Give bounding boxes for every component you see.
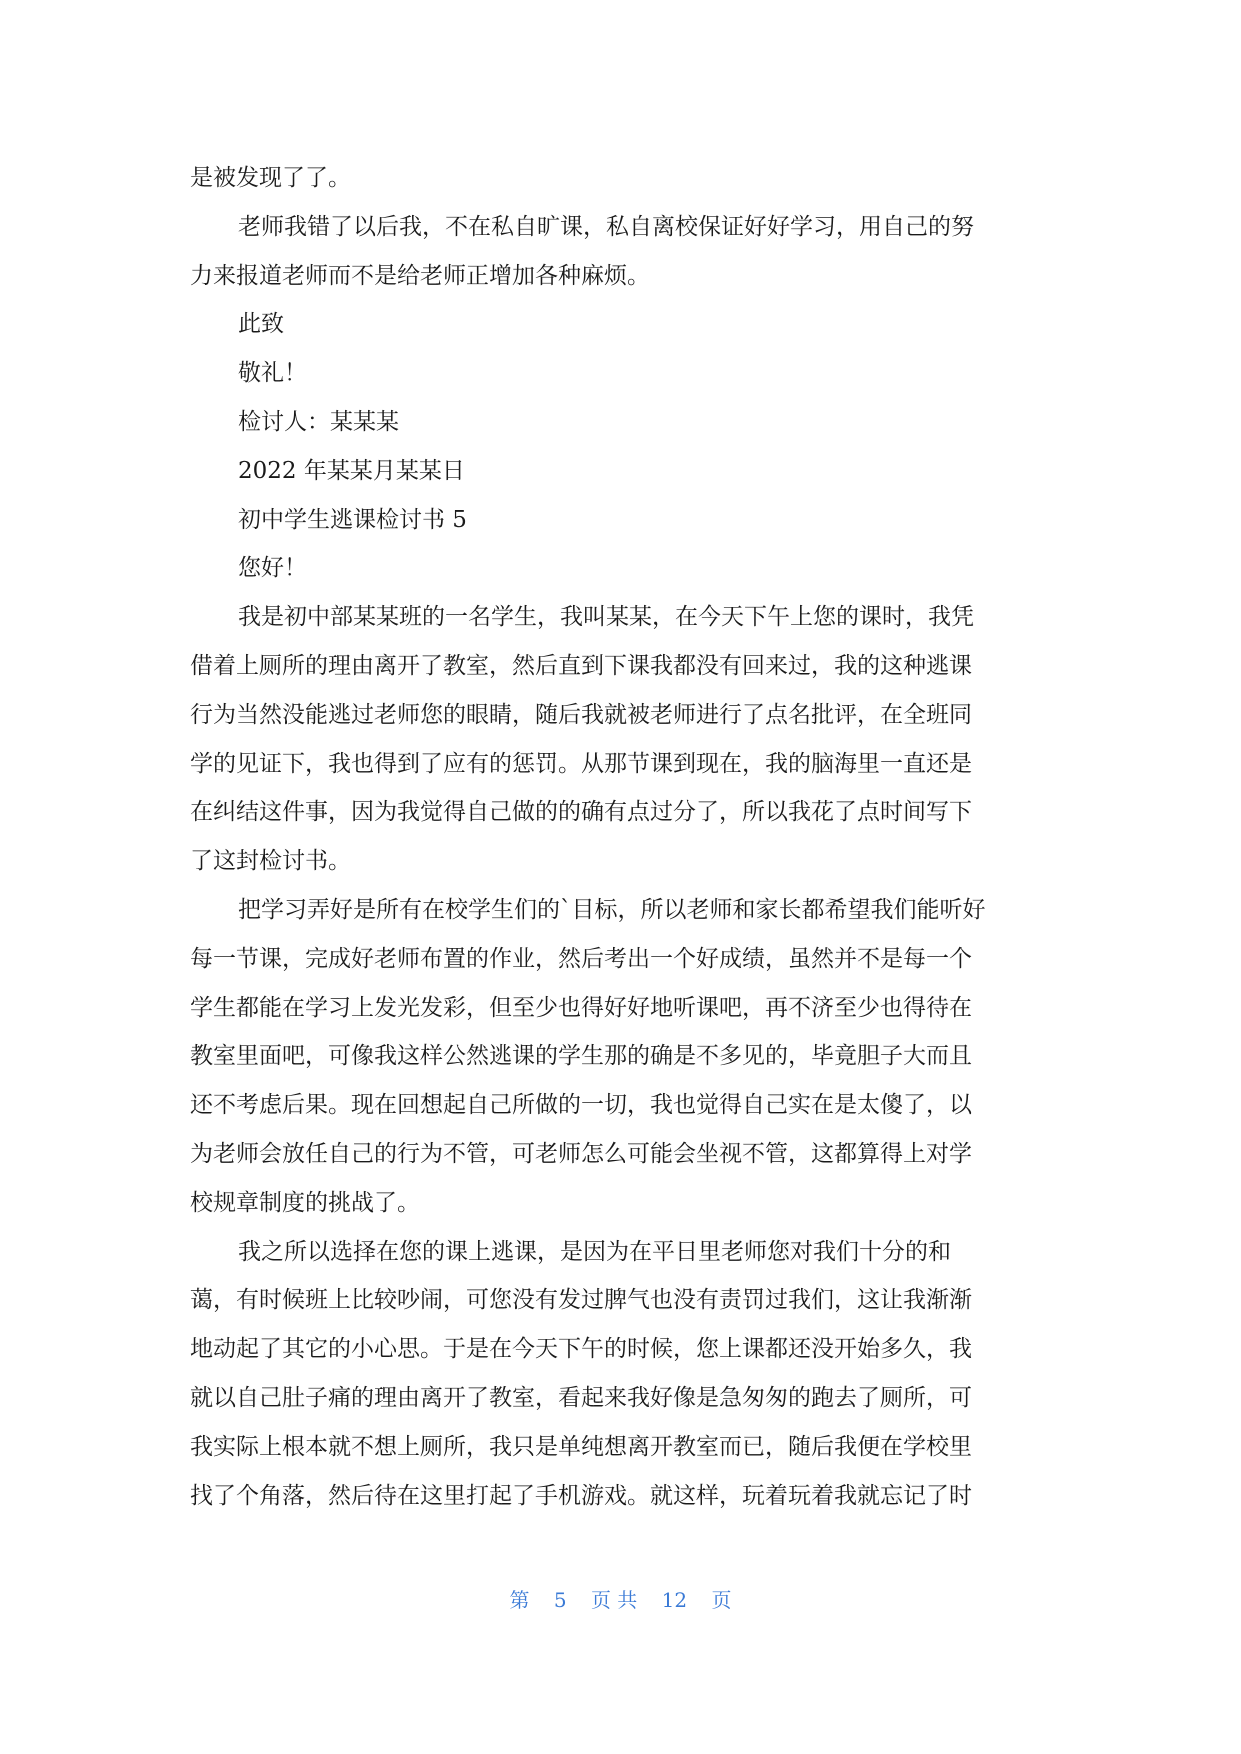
text-line: 老师我错了以后我，不在私自旷课，私自离校保证好好学习，用自己的努 xyxy=(238,213,974,240)
footer-total-pages: 12 xyxy=(661,1588,688,1612)
text-line: 了这封检讨书。 xyxy=(190,848,351,875)
footer-prefix: 第 xyxy=(509,1588,530,1612)
text-line: 学的见证下，我也得到了应有的惩罚。从那节课到现在，我的脑海里一直还是 xyxy=(190,750,972,777)
date-line: 2022 年某某月某某日 xyxy=(238,457,465,484)
text-line: 地动起了其它的小心思。于是在今天下午的时候，您上课都还没开始多久，我 xyxy=(190,1336,972,1363)
section-title: 初中学生逃课检讨书 5 xyxy=(238,506,467,533)
footer-suffix: 页 xyxy=(711,1588,732,1612)
closing-salutation: 此致 xyxy=(238,311,284,338)
page-footer xyxy=(0,1584,1241,1613)
document-body xyxy=(190,154,1050,1520)
text-line: 校规章制度的挑战了。 xyxy=(190,1189,420,1216)
text-line: 把学习弄好是所有在校学生们的`目标，所以老师和家长都希望我们能听好 xyxy=(238,896,986,923)
text-line: 我是初中部某某班的一名学生，我叫某某，在今天下午上您的课时，我凭 xyxy=(238,604,974,631)
text-line: 为老师会放任自己的行为不管，可老师怎么可能会坐视不管，这都算得上对学 xyxy=(190,1140,972,1167)
greeting: 您好！ xyxy=(238,555,307,582)
footer-current-page: 5 xyxy=(553,1588,567,1612)
text-line: 就以自己肚子痛的理由离开了教室，看起来我好像是急匆匆的跑去了厕所，可 xyxy=(190,1384,972,1411)
footer-middle: 页 共 xyxy=(590,1588,638,1612)
text-line: 行为当然没能逃过老师您的眼睛，随后我就被老师进行了点名批评，在全班同 xyxy=(190,701,972,728)
text-line: 教室里面吧，可像我这样公然逃课的学生那的确是不多见的，毕竟胆子大而且 xyxy=(190,1043,972,1070)
text-line: 每一节课，完成好老师布置的作业，然后考出一个好成绩，虽然并不是每一个 xyxy=(190,945,972,972)
text-line: 在纠结这件事，因为我觉得自己做的的确有点过分了，所以我花了点时间写下 xyxy=(190,799,972,826)
text-line: 我之所以选择在您的课上逃课，是因为在平日里老师您对我们十分的和 xyxy=(238,1238,951,1265)
text-line: 学生都能在学习上发光发彩，但至少也得好好地听课吧，再不济至少也得待在 xyxy=(190,994,972,1021)
text-line: 蔼，有时候班上比较吵闹，可您没有发过脾气也没有责罚过我们，这让我渐渐 xyxy=(190,1287,972,1314)
text-line: 还不考虑后果。现在回想起自己所做的一切，我也觉得自己实在是太傻了，以 xyxy=(190,1092,972,1119)
text-line: 我实际上根本就不想上厕所，我只是单纯想离开教室而已，随后我便在学校里 xyxy=(190,1433,972,1460)
text-line: 是被发现了了。 xyxy=(190,165,351,191)
closing-respect: 敬礼！ xyxy=(238,360,307,387)
text-line: 借着上厕所的理由离开了教室，然后直到下课我都没有回来过，我的这种逃课 xyxy=(190,652,972,679)
text-line: 找了个角落，然后待在这里打起了手机游戏。就这样，玩着玩着我就忘记了时 xyxy=(190,1482,972,1509)
signature-line: 检讨人：某某某 xyxy=(238,408,399,435)
text-line: 力来报道老师而不是给老师正增加各种麻烦。 xyxy=(190,262,650,289)
